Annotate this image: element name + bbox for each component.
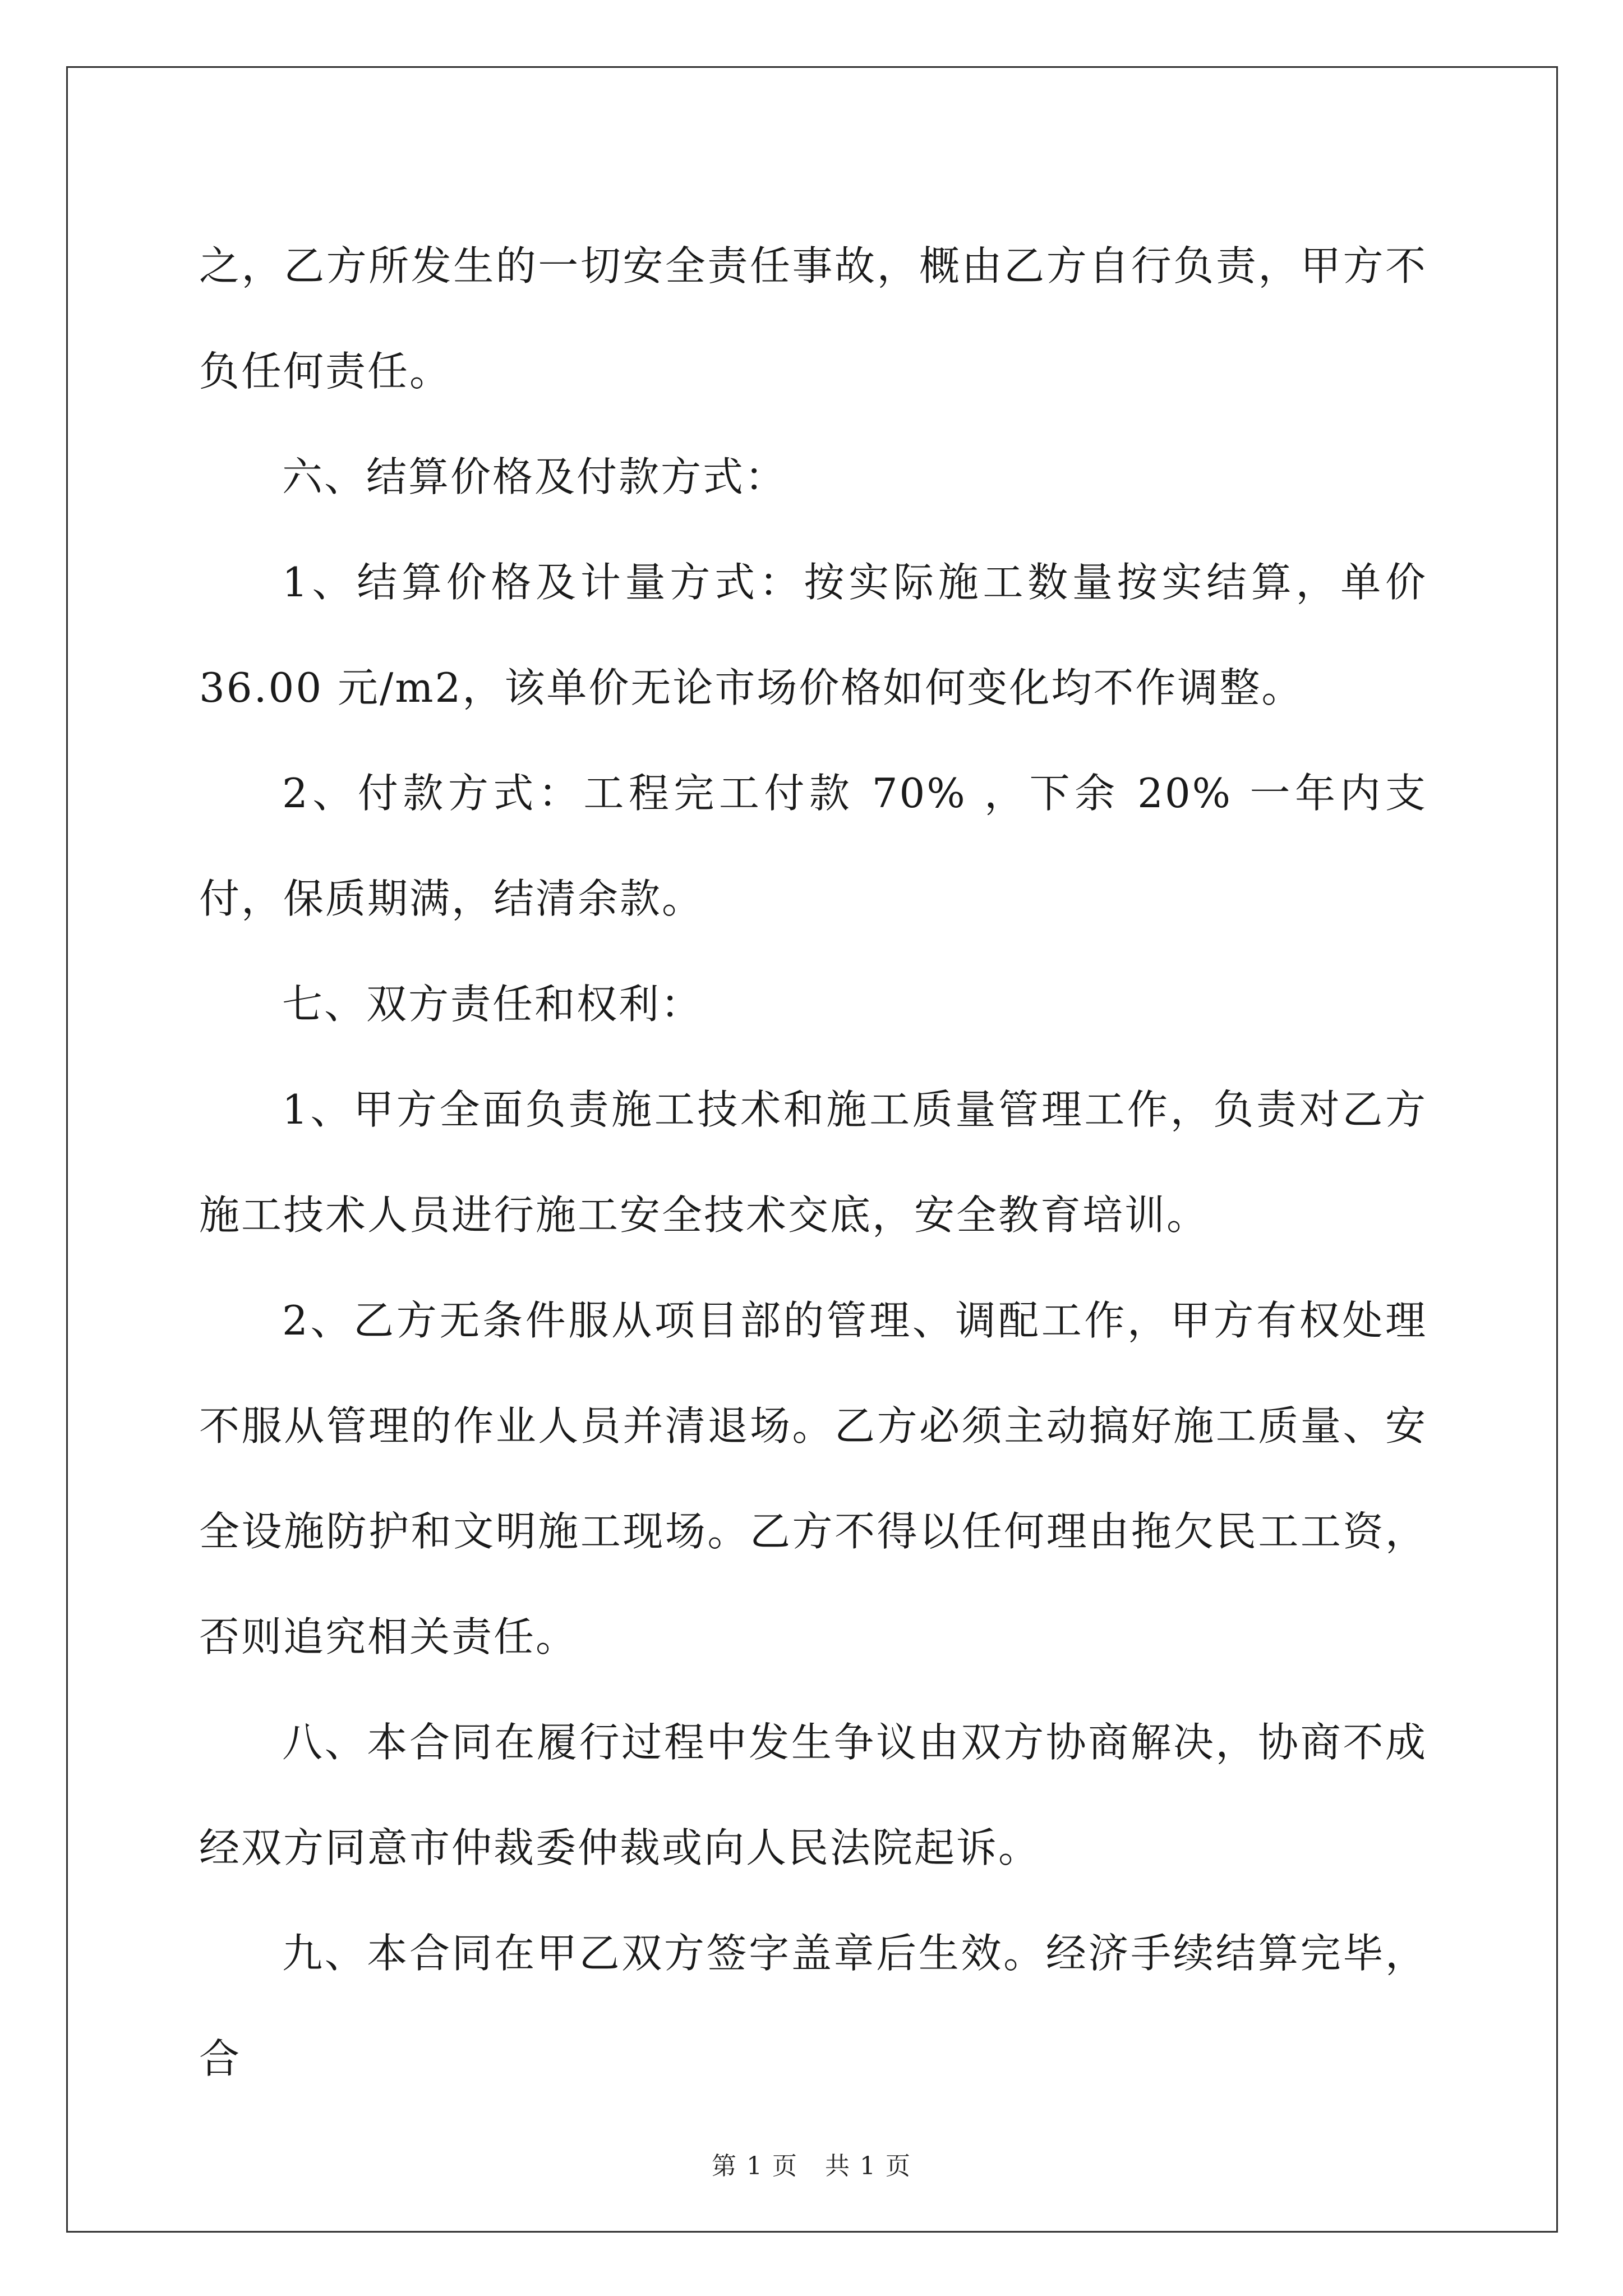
paragraph-party-b-duties: 2、乙方无条件服从项目部的管理、调配工作，甲方有权处理不服从管理的作业人员并清退场。乙方必须主动搞好施工质量、安全设施防护和文明施工现场。乙方不得以任何理由拖欠民工工资，否则追究相关责任。 — [199, 1297, 1427, 1660]
section-8-dispute: 八、本合同在履行过程中发生争议由双方协商解决，协商不成经双方同意市仲裁委仲裁或向人民法院起诉。 — [199, 1719, 1427, 1871]
paragraph-1: 之，乙方所发生的一切安全责任事故，概由乙方自行负责，甲方不负任何责任。 — [199, 242, 1427, 395]
page-total: 共 1 页 — [825, 2152, 911, 2180]
section-6-heading: 六、结算价格及付款方式： — [282, 453, 787, 500]
paragraph-payment-method: 2、付款方式：工程完工付款 70% ，下余 20% 一年内支付，保质期满，结清余款。 — [199, 770, 1427, 922]
paragraph-party-a-duties: 1、甲方全面负责施工技术和施工质量管理工作，负责对乙方施工技术人员进行施工安全技术交底，安全教育培训。 — [199, 1086, 1427, 1239]
section-7-heading: 七、双方责任和权利： — [282, 981, 703, 1028]
section-9-effective: 九、本合同在甲乙双方签字盖章后生效。经济手续结算完毕，合 — [199, 1930, 1427, 2082]
page-footer — [0, 2146, 1623, 2182]
paragraph-settlement-price: 1、结算价格及计量方式：按实际施工数量按实结算，单价 36.00 元/m2，该单价无论市场价格如何变化均不作调整。 — [199, 559, 1427, 711]
document-body — [199, 213, 1427, 2111]
page-number: 第 1 页 — [712, 2152, 798, 2180]
